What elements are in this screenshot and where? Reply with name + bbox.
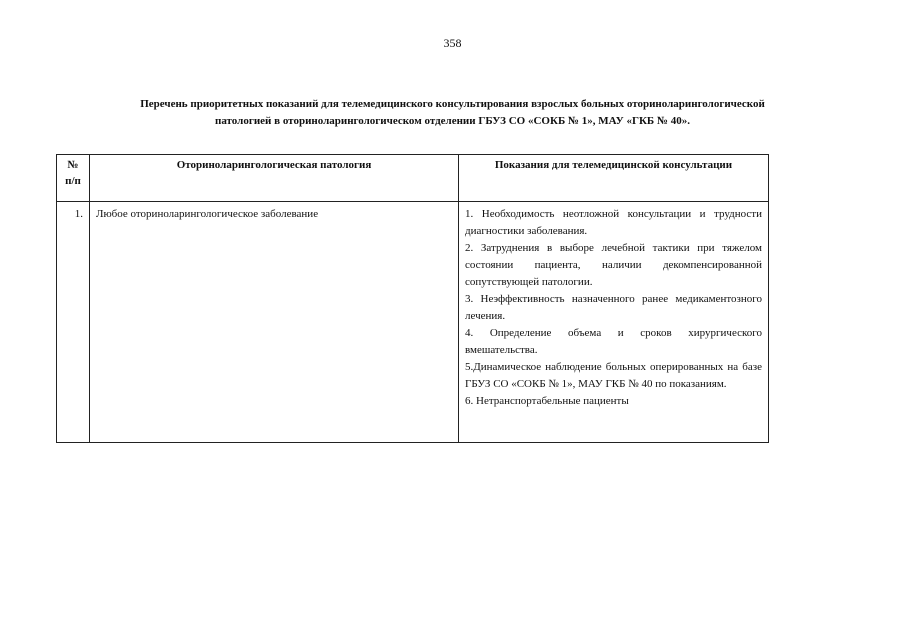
header-indications: Показания для телемедицинской консультации <box>459 155 769 202</box>
table-header-row <box>57 155 769 202</box>
header-pathology: Оториноларингологическая патология <box>90 155 459 202</box>
header-number-abbrev: п/п <box>65 175 81 187</box>
indication-item: 6. Нетранспортабельные пациенты <box>465 395 629 407</box>
row-pathology: Любое оториноларингологическое заболевание <box>90 202 459 443</box>
table-row <box>57 202 769 443</box>
document-title <box>60 96 845 130</box>
row-indications <box>459 202 769 443</box>
indication-item: 4. Определение объема и сроков хирургического вмешательства. <box>465 327 762 356</box>
header-number <box>57 155 90 202</box>
document-title-line-2: патологией в оториноларингологическом отделении ГБУЗ СО «СОКБ № 1», МАУ «ГКБ № 40». <box>215 115 690 127</box>
indication-item: 1. Необходимость неотложной консультации и трудности диагностики заболевания. <box>465 208 762 237</box>
header-number-sign: № <box>67 159 79 171</box>
indication-item: 5.Динамическое наблюдение больных оперированных на базе ГБУЗ СО «СОКБ № 1», МАУ ГКБ № 40 по показаниям. <box>465 361 762 390</box>
row-number: 1. <box>57 202 90 443</box>
page-number: 358 <box>443 36 462 50</box>
indications-table <box>56 154 769 443</box>
indication-item: 2. Затруднения в выборе лечебной тактики при тяжелом состоянии пациента, наличии декомпенсированной сопутствующей патологии. <box>465 242 762 288</box>
document-title-line-1: Перечень приоритетных показаний для телемедицинского консультирования взрослых больных оториноларингологической <box>140 98 765 110</box>
indication-item: 3. Неэффективность назначенного ранее медикаментозного лечения. <box>465 293 762 322</box>
